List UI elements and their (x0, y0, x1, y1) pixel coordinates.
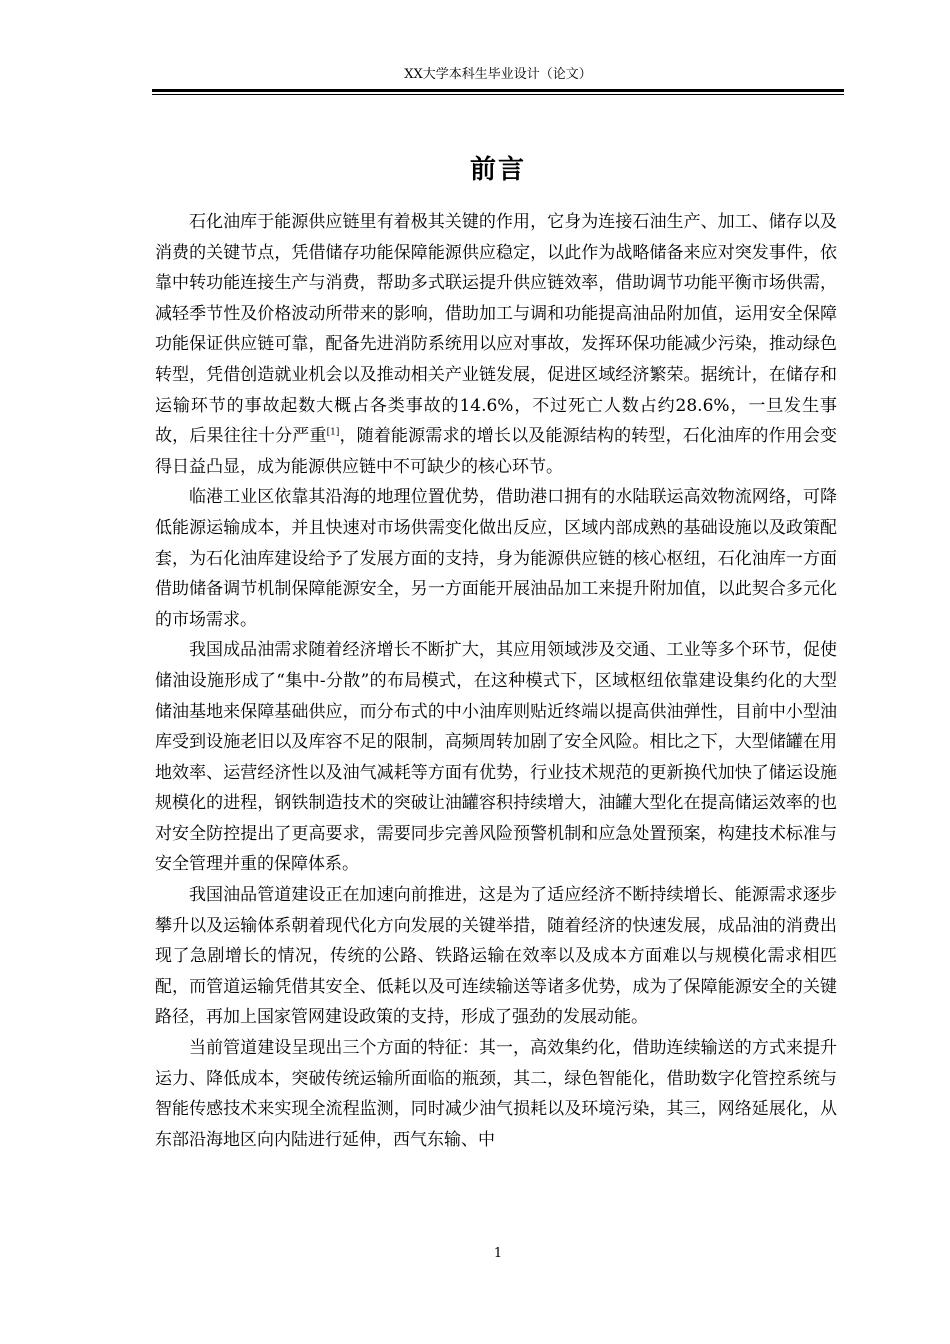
paragraph-3: 我国成品油需求随着经济增长不断扩大，其应用领域涉及交通、工业等多个环节，促使储油设施形成了“集中-分散”的布局模式，在这种模式下，区域枢纽依靠建设集约化的大型储油基地来保障基础供应，而分布式的中小油库则贴近终端以提高供油弹性，目前中小型油库受到设施老旧以及库容不足的限制，高频周转加剧了安全风险。相比之下，大型储罐在用地效率、运营经济性以及油气减耗等方面有优势，行业技术规范的更新换代加快了储运设施规模化的进程，钢铁制造技术的突破让油罐容积持续增大，油罐大型化在提高储运效率的也对安全防控提出了更高要求，需要同步完善风险预警机制和应急处置预案，构建技术标准与安全管理并重的保障体系。 (155, 640, 837, 875)
header-rule-thick (152, 89, 844, 92)
header-rule-thin (152, 94, 844, 95)
paragraph-1-text-continued: ，随着能源需求的增长以及能源结构的转型，石化油库的作用会变得日益凸显，成为能源供应链中不可缺少的核心环节。 (155, 426, 838, 477)
paragraph-2: 临港工业区依靠其沿海的地理位置优势，借助港口拥有的水陆联运高效物流网络，可降低能源运输成本，并且快速对市场供需变化做出反应，区域内部成熟的基础设施以及政策配套，为石化油库建设给予了发展方面的支持，身为能源供应链的核心枢纽，石化油库一方面借助储备调节机制保障能源安全，另一方面能开展油品加工来提升附加值，以此契合多元化的市场需求。 (155, 487, 837, 630)
citation-marker: [1] (326, 427, 340, 438)
paragraph-1-text: 石化油库于能源供应链里有着极其关键的作用，它身为连接石油生产、加工、储存以及消费的关键节点，凭借储存功能保障能源供应稳定，以此作为战略储备来应对突发事件，依靠中转功能连接生产与消费，帮助多式联运提升供应链效率，借助调节功能平衡市场供需，减轻季节性及价格波动所带来的影响，借助加工与调和功能提高油品附加值，运用安全保障功能保证供应链可靠，配备先进消防系统用以应对事故，发挥环保功能减少污染，推动绿色转型，凭借创造就业机会以及推动相关产业链发展，促进区域经济繁荣。据统计，在储存和运输环节的事故起数大概占各类事故的14.6%，不过死亡人数占约28.6%，一旦发生事故，后果往往十分严重 (155, 212, 837, 447)
paragraph-5: 当前管道建设呈现出三个方面的特征：其一，高效集约化，借助连续输送的方式来提升运力、降低成本，突破传统运输所面临的瓶颈，其二，绿色智能化，借助数字化管控系统与智能传感技术来实现全流程监测，同时减少油气损耗以及环境污染，其三，网络延展化，从东部沿海地区向内陆进行延伸，西气东输、中 (155, 1038, 837, 1150)
paragraph-4: 我国油品管道建设正在加速向前推进，这是为了适应经济不断持续增长、能源需求逐步攀升以及运输体系朝着现代化方向发展的关键举措，随着经济的快速发展，成品油的消费出现了急剧增长的情况，传统的公路、铁路运输在效率以及成本方面难以与规模化需求相匹配，而管道运输凭借其安全、低耗以及可连续输送等诸多优势，成为了保障能源安全的关键路径，再加上国家管网建设政策的支持，形成了强劲的发展动能。 (155, 885, 837, 1028)
running-header: XX大学本科生毕业设计（论文） (404, 67, 592, 82)
page-title: 前言 (469, 155, 526, 185)
paragraph-1 (155, 207, 837, 482)
body-text (155, 207, 837, 1155)
page-number: 1 (493, 1246, 503, 1261)
